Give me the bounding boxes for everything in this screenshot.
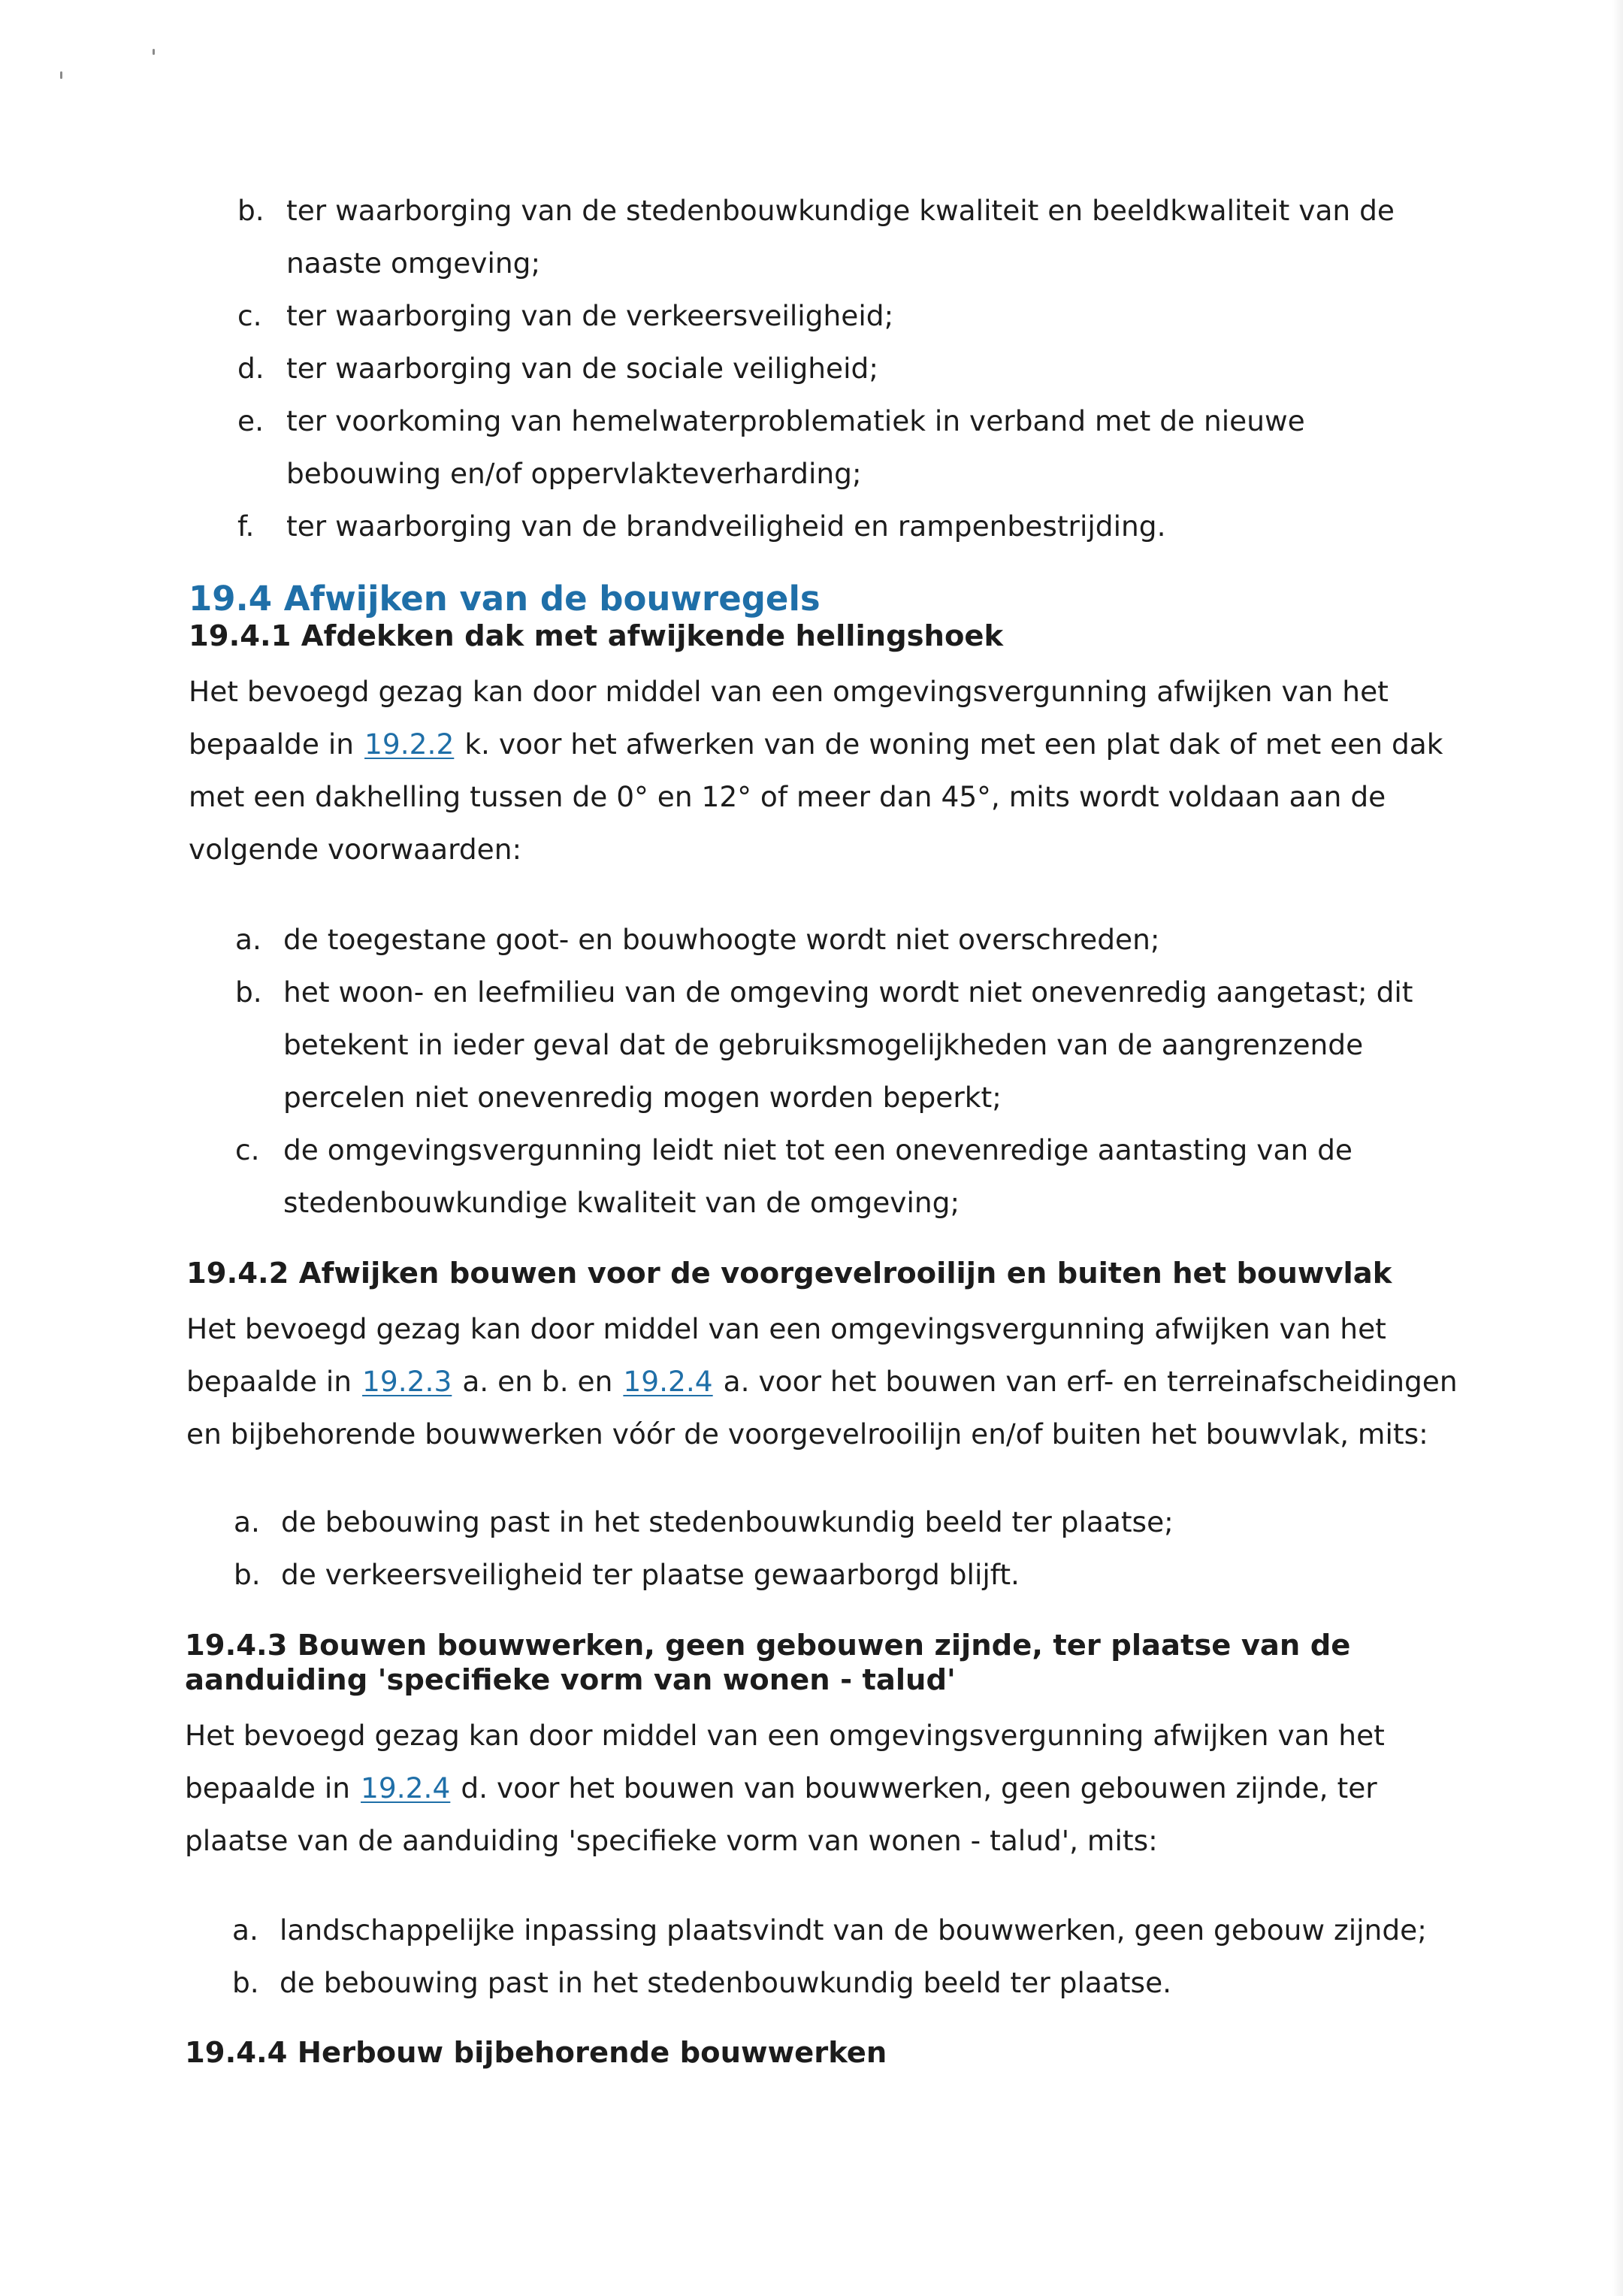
list-text: de verkeersveiligheid ter plaatse gewaarborgd blijft. bbox=[281, 1558, 1020, 1591]
reference-link-19-2-4[interactable]: 19.2.4 bbox=[361, 1771, 451, 1804]
scan-speck bbox=[60, 71, 62, 79]
list-text: de omgevingsvergunning leidt niet tot een onevenredige aantasting van de bbox=[283, 1133, 1353, 1166]
list-text: de bebouwing past in het stedenbouwkundig beeld ter plaatse. bbox=[280, 1966, 1172, 1999]
paragraph-line: Het bevoegd gezag kan door middel van een omgevingsvergunning afwijken van het bbox=[186, 1312, 1386, 1345]
paragraph-line: bepaalde in bbox=[185, 1771, 351, 1804]
paragraph-line: plaatse van de aanduiding 'specifieke vorm van wonen - talud', mits: bbox=[185, 1824, 1158, 1857]
list-text: ter waarborging van de verkeersveiligheid; bbox=[286, 299, 894, 332]
paragraph-line: a. voor het bouwen van erf- en terreinafscheidingen bbox=[723, 1365, 1458, 1398]
paragraph-line: met een dakhelling tussen de 0° en 12° of meer dan 45°, mits wordt voldaan aan de bbox=[189, 780, 1386, 813]
list-text: bebouwing en/of oppervlakteverharding; bbox=[286, 457, 862, 490]
paragraph-19-4-2 bbox=[186, 1302, 1458, 1460]
list-text: ter waarborging van de sociale veiligheid; bbox=[286, 352, 878, 385]
section-heading: 19.4 Afwijken van de bouwregels bbox=[189, 579, 821, 619]
subsection-heading: aanduiding 'specifieke vorm van wonen - talud' bbox=[185, 1663, 956, 1697]
list-label: d. bbox=[237, 352, 264, 385]
reference-link-19-2-3[interactable]: 19.2.3 bbox=[362, 1365, 452, 1398]
list-text: percelen niet onevenredig mogen worden beperkt; bbox=[283, 1081, 1002, 1114]
paragraph-line: en bijbehorende bouwwerken vóór de voorgevelrooilijn en/of buiten het bouwvlak, mits: bbox=[186, 1417, 1428, 1451]
list-label: c. bbox=[235, 1133, 260, 1166]
list-label: b. bbox=[237, 194, 264, 227]
list-label: a. bbox=[232, 1913, 258, 1947]
list-label: a. bbox=[235, 923, 261, 956]
list-text: de bebouwing past in het stedenbouwkundig beeld ter plaatse; bbox=[281, 1505, 1174, 1538]
paragraph-19-4-1 bbox=[189, 665, 1443, 876]
subsection-heading: 19.4.2 Afwijken bouwen voor de voorgevelrooilijn en buiten het bouwvlak bbox=[186, 1257, 1392, 1290]
paragraph-line: Het bevoegd gezag kan door middel van een omgevingsvergunning afwijken van het bbox=[185, 1719, 1385, 1752]
paragraph-line: volgende voorwaarden: bbox=[189, 833, 522, 866]
list-text: naaste omgeving; bbox=[286, 247, 541, 280]
paragraph-19-4-3 bbox=[185, 1709, 1410, 1867]
paragraph-line: k. voor het afwerken van de woning met een plat dak of met een dak bbox=[464, 728, 1443, 761]
subsection-heading: 19.4.3 Bouwen bouwwerken, geen gebouwen zijnde, ter plaatse van de bbox=[185, 1629, 1351, 1662]
paragraph-line: bepaalde in bbox=[189, 728, 355, 761]
scan-edge bbox=[1612, 0, 1623, 2296]
subsection-heading: 19.4.1 Afdekken dak met afwijkende hellingshoek bbox=[189, 619, 1004, 653]
paragraph-line: a. en b. en bbox=[462, 1365, 613, 1398]
list-text: betekent in ieder geval dat de gebruiksmogelijkheden van de aangrenzende bbox=[283, 1028, 1364, 1061]
list-text: de toegestane goot- en bouwhoogte wordt niet overschreden; bbox=[283, 923, 1160, 956]
list-label: b. bbox=[232, 1966, 259, 1999]
scan-speck bbox=[153, 49, 155, 55]
paragraph-line: d. voor het bouwen van bouwwerken, geen gebouwen zijnde, ter bbox=[461, 1771, 1377, 1804]
list-label: b. bbox=[234, 1558, 261, 1591]
paragraph-line: bepaalde in bbox=[186, 1365, 352, 1398]
paragraph-line: Het bevoegd gezag kan door middel van een omgevingsvergunning afwijken van het bbox=[189, 675, 1389, 708]
reference-link-19-2-4[interactable]: 19.2.4 bbox=[623, 1365, 713, 1398]
reference-link-19-2-2[interactable]: 19.2.2 bbox=[364, 728, 455, 761]
list-text: het woon- en leefmilieu van de omgeving wordt niet onevenredig aangetast; dit bbox=[283, 976, 1413, 1009]
list-label: f. bbox=[237, 510, 255, 543]
list-label: b. bbox=[235, 976, 262, 1009]
list-text: stedenbouwkundige kwaliteit van de omgeving; bbox=[283, 1186, 960, 1219]
list-text: ter waarborging van de brandveiligheid en rampenbestrijding. bbox=[286, 510, 1166, 543]
list-label: a. bbox=[234, 1505, 260, 1538]
list-text: landschappelijke inpassing plaatsvindt van de bouwwerken, geen gebouw zijnde; bbox=[280, 1913, 1427, 1947]
list-label: c. bbox=[237, 299, 262, 332]
list-label: e. bbox=[237, 404, 264, 437]
subsection-heading: 19.4.4 Herbouw bijbehorende bouwwerken bbox=[185, 2036, 887, 2070]
list-text: ter voorkoming van hemelwaterproblematiek in verband met de nieuwe bbox=[286, 404, 1305, 437]
list-text: ter waarborging van de stedenbouwkundige kwaliteit en beeldkwaliteit van de bbox=[286, 194, 1395, 227]
